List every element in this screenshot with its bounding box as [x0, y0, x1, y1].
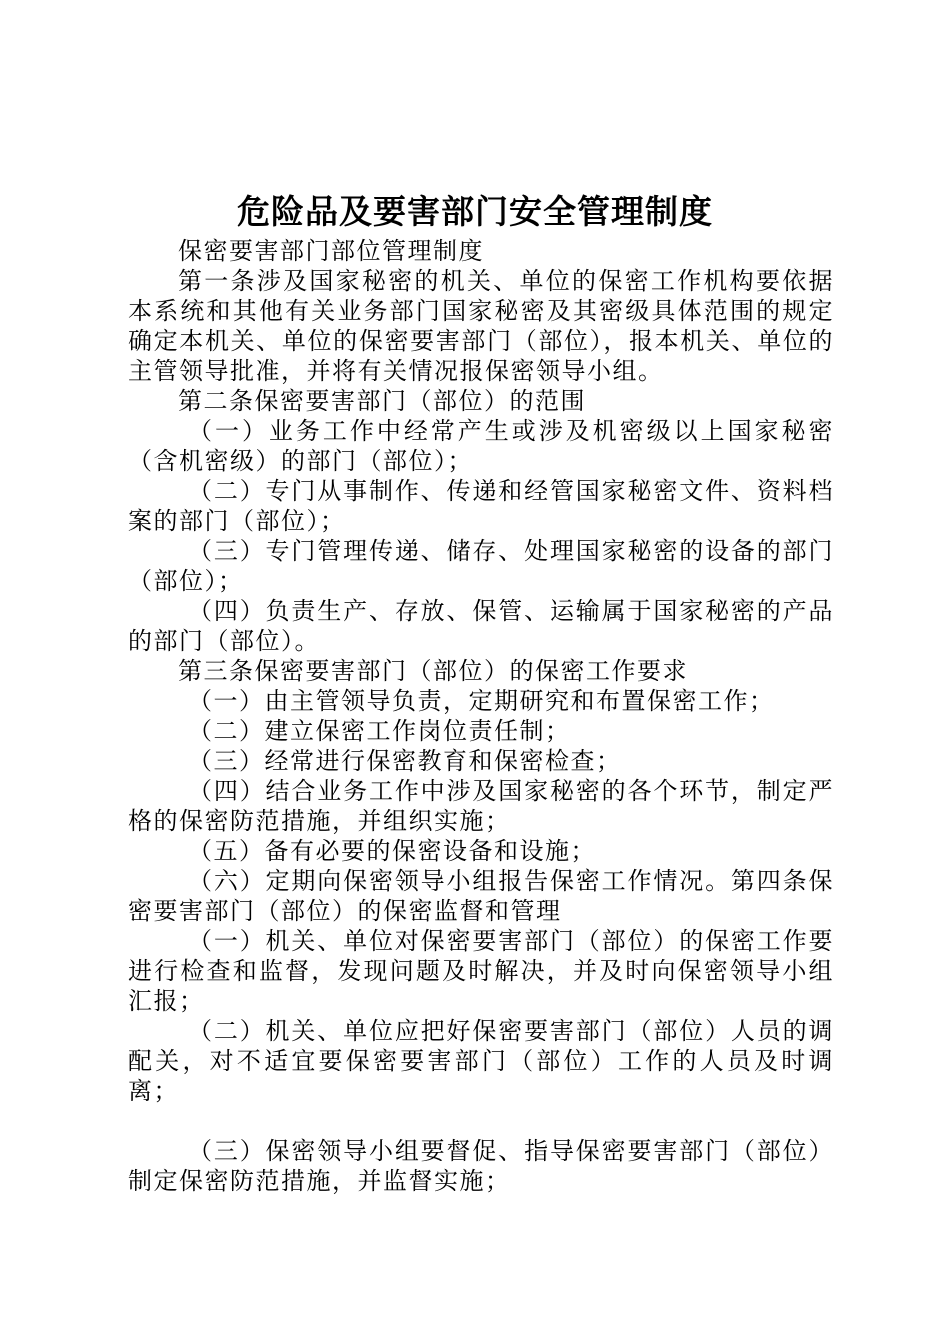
article-3-item-5: （五）备有必要的保密设备和设施； [188, 837, 596, 865]
article-1: 第一条涉及国家秘密的机关、单位的保密工作机构要依据本系统和其他有关业务部门国家秘密及其密级具体范围的规定确定本机关、单位的保密要害部门（部位），报本机关、单位的主管领导批准，并将有关情况报保密领导小组。 [128, 267, 834, 385]
document-body [128, 236, 834, 1196]
article-3-item-1: （一）由主管领导负责，定期研究和布置保密工作； [188, 687, 775, 715]
document-title: 危险品及要害部门安全管理制度 [237, 192, 713, 231]
section-heading: 保密要害部门部位管理制度 [178, 237, 484, 265]
article-4-item-3: （三）保密领导小组要督促、指导保密要害部门（部位）制定保密防范措施，并监督实施； [128, 1137, 834, 1195]
article-2-item-2: （二）专门从事制作、传递和经管国家秘密文件、资料档案的部门（部位）； [128, 477, 834, 535]
article-3-item-2: （二）建立保密工作岗位责任制； [188, 717, 571, 745]
article-4-item-1: （一）机关、单位对保密要害部门（部位）的保密工作要进行检查和监督，发现问题及时解决，并及时向保密领导小组汇报； [128, 927, 834, 1015]
article-4-item-2: （二）机关、单位应把好保密要害部门（部位）人员的调配关，对不适宜要保密要害部门（部位）工作的人员及时调离； [128, 1017, 834, 1105]
article-3-item-6: （六）定期向保密领导小组报告保密工作情况。第四条保密要害部门（部位）的保密监督和管理 [128, 867, 834, 925]
article-2-item-4: （四）负责生产、存放、保管、运输属于国家秘密的产品的部门（部位）。 [128, 597, 834, 655]
article-2-heading: 第二条保密要害部门（部位）的范围 [178, 387, 586, 415]
article-2-item-3: （三）专门管理传递、储存、处理国家秘密的设备的部门（部位）； [128, 537, 834, 595]
article-3-heading: 第三条保密要害部门（部位）的保密工作要求 [178, 657, 688, 685]
article-2-item-1: （一）业务工作中经常产生或涉及机密级以上国家秘密（含机密级）的部门（部位）； [128, 417, 834, 475]
article-3-item-3: （三）经常进行保密教育和保密检查； [188, 747, 622, 775]
paragraph-spacer [128, 1106, 834, 1136]
article-3-item-4: （四）结合业务工作中涉及国家秘密的各个环节，制定严格的保密防范措施，并组织实施； [128, 777, 834, 835]
